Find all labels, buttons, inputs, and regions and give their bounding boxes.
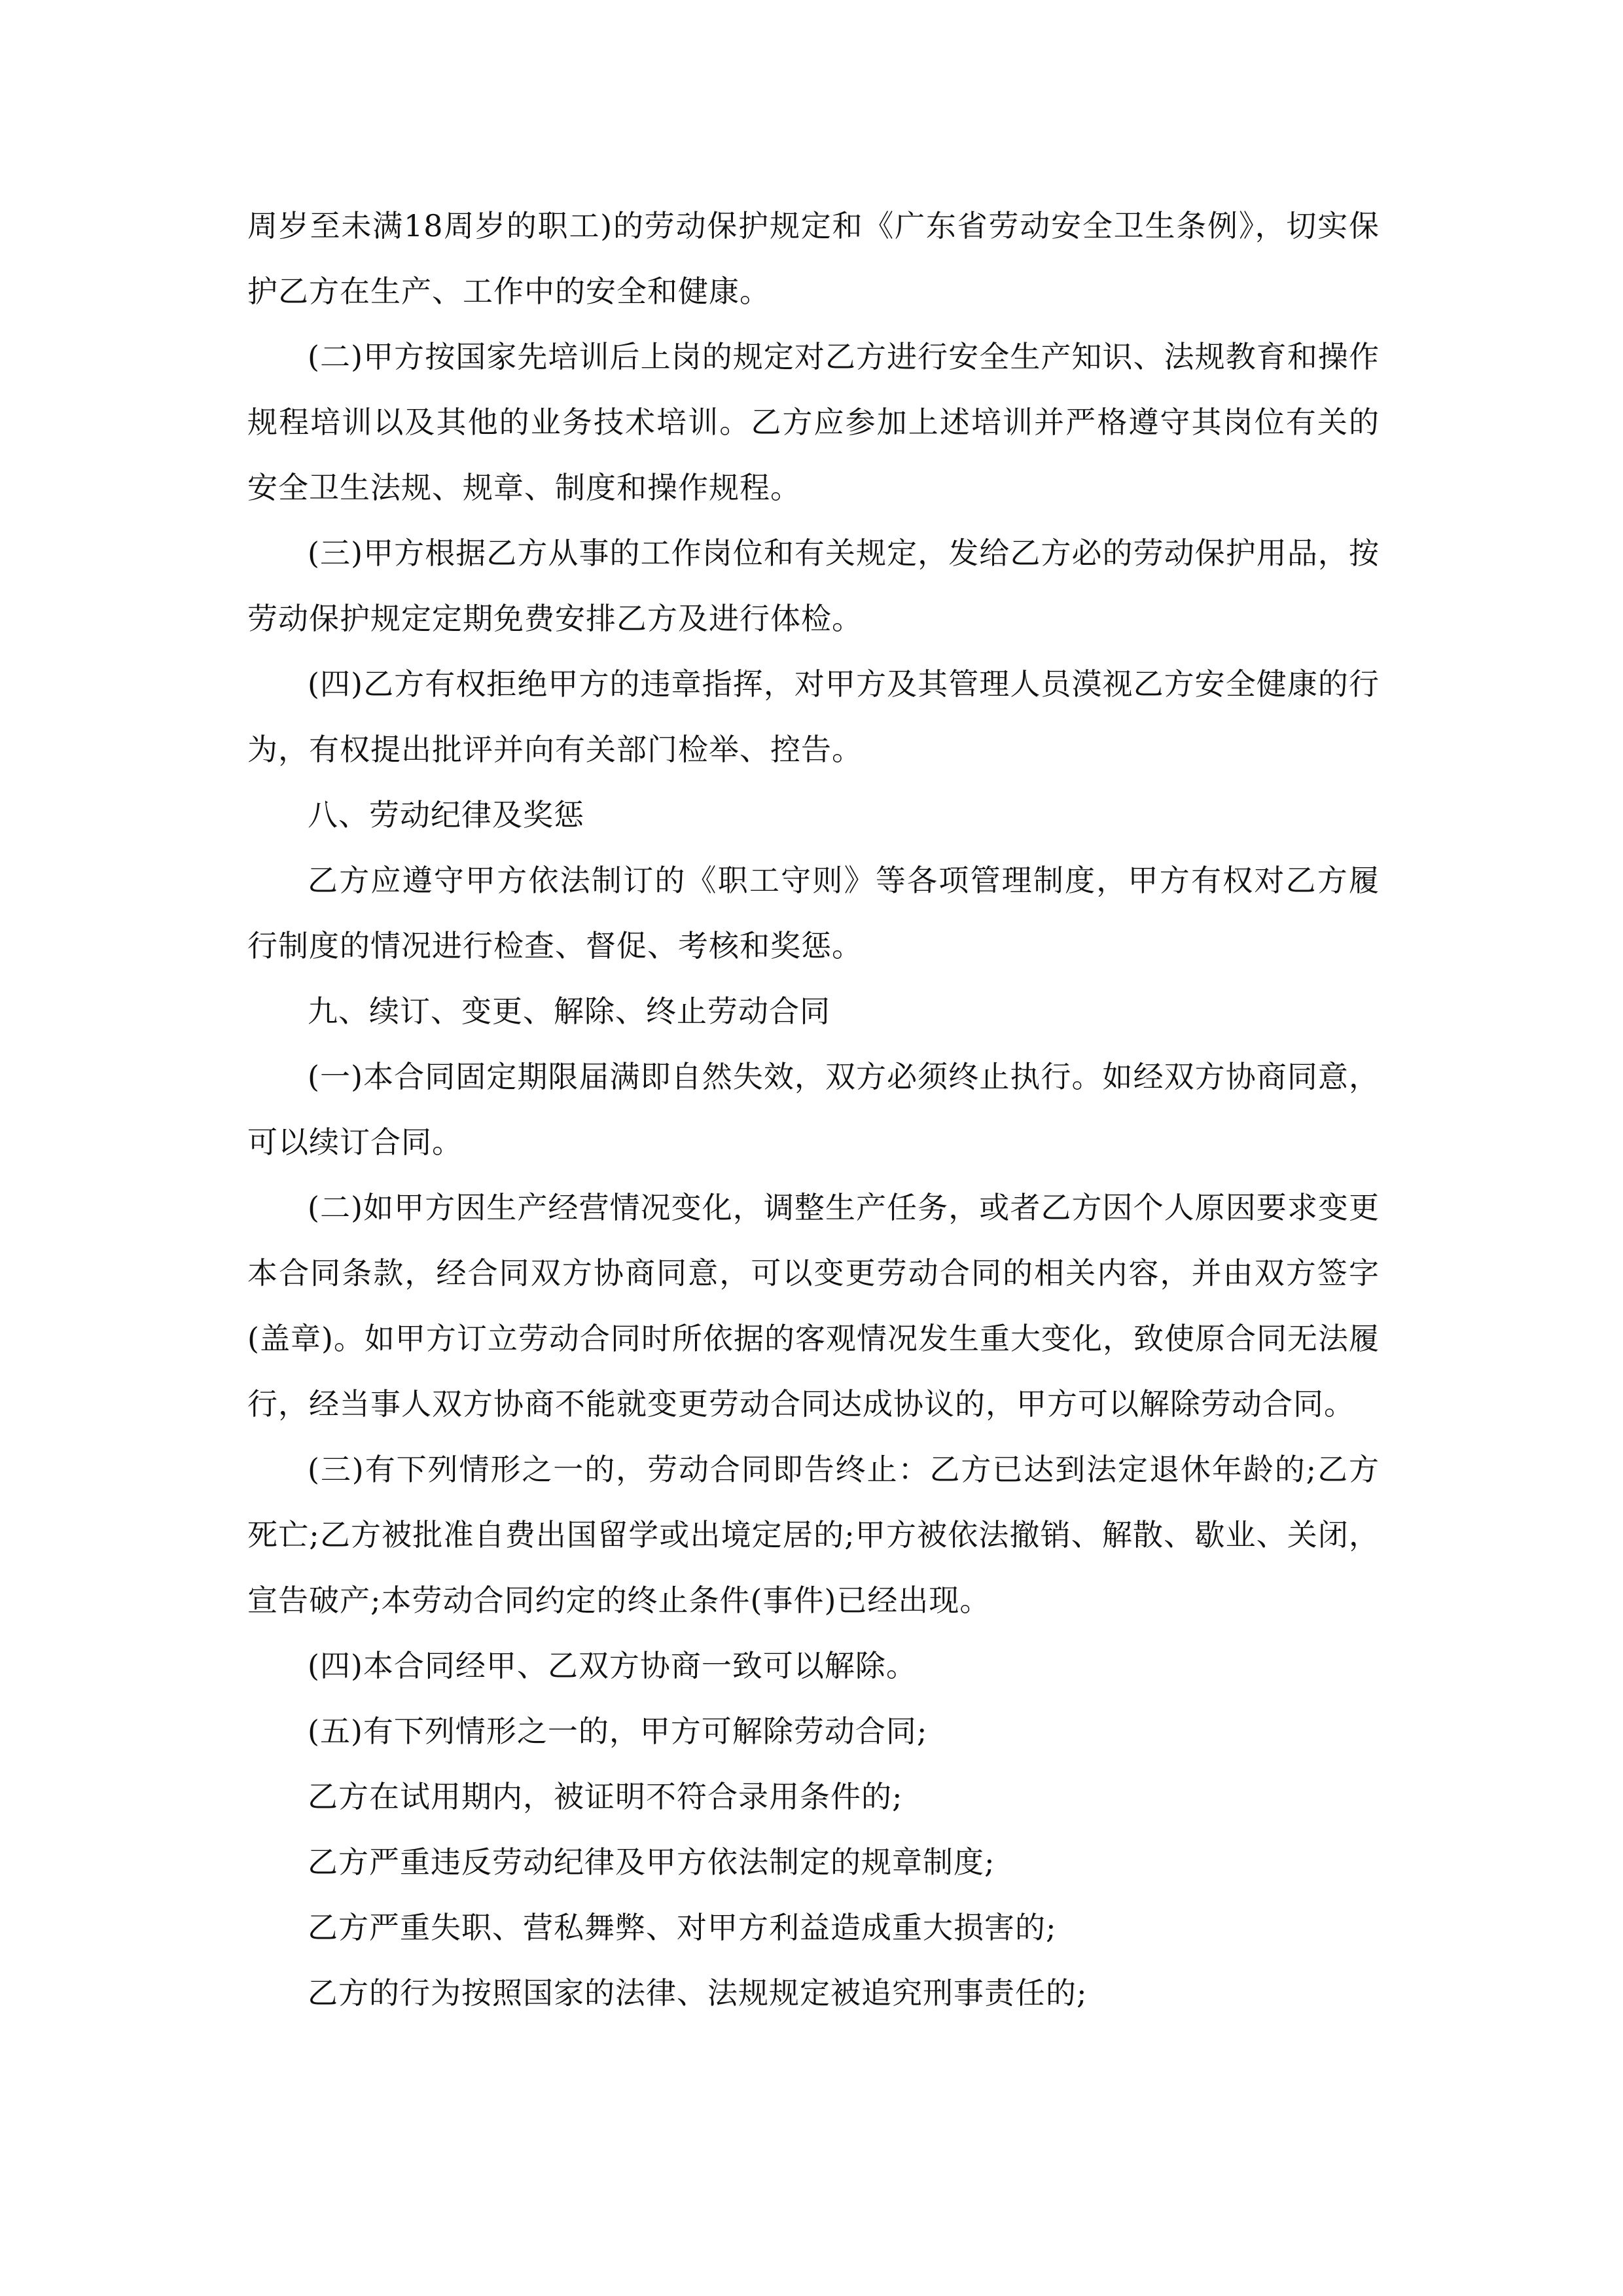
paragraph-termination: (三)有下列情形之一的，劳动合同即告终止：乙方已达到法定退休年龄的;乙方死亡;乙方被批准自费出国留学或出境定居的;甲方被依法撤销、解散、歇业、关闭，宣告破产;本劳动合同约定的终止条件(事件)已经出现。 [247, 1452, 1380, 1618]
paragraph-right-to-refuse: (四)乙方有权拒绝甲方的违章指挥，对甲方及其管理人员漠视乙方安全健康的行为，有权提出批评并向有关部门检举、控告。 [247, 666, 1380, 767]
paragraph-mutual-rescission: (四)本合同经甲、乙双方协商一致可以解除。 [308, 1648, 917, 1683]
section-heading-discipline: 八、劳动纪律及奖惩 [308, 797, 584, 833]
paragraph-discipline: 乙方应遵守甲方依法制订的《职工守则》等各项管理制度，甲方有权对乙方履行制度的情况进行检查、督促、考核和奖惩。 [247, 863, 1380, 963]
list-item-criminal-liability: 乙方的行为按照国家的法律、法规规定被追究刑事责任的; [308, 1975, 1088, 2011]
list-item-misconduct: 乙方严重失职、营私舞弊、对甲方利益造成重大损害的; [308, 1910, 1057, 1945]
section-heading-contract-changes: 九、续订、变更、解除、终止劳动合同 [308, 994, 830, 1029]
paragraph-modification: (二)如甲方因生产经营情况变化，调整生产任务，或者乙方因个人原因要求变更本合同条款，经合同双方协商同意，可以变更劳动合同的相关内容，并由双方签字(盖章)。如甲方订立劳动合同时所依据的客观情况发生重大变化，致使原合同无法履行，经当事人双方协商不能就变更劳动合同达成协议的，甲方可以解除劳动合同。 [247, 1190, 1380, 1422]
list-item-discipline-violation: 乙方严重违反劳动纪律及甲方依法制定的规章制度; [308, 1844, 995, 1880]
list-item-probation: 乙方在试用期内，被证明不符合录用条件的; [308, 1779, 903, 1814]
paragraph-expiry: (一)本合同固定期限届满即自然失效，双方必须终止执行。如经双方协商同意，可以续订合同。 [247, 1059, 1380, 1160]
paragraph-safety-training: (二)甲方按国家先培训后上岗的规定对乙方进行安全生产知识、法规教育和操作规程培训以及其他的业务技术培训。乙方应参加上述培训并严格遵守其岗位有关的安全卫生法规、规章、制度和操作规程。 [247, 339, 1380, 505]
paragraph-protective-equipment: (三)甲方根据乙方从事的工作岗位和有关规定，发给乙方必的劳动保护用品，按劳动保护规定定期免费安排乙方及进行体检。 [247, 535, 1380, 636]
paragraph-employer-rescission: (五)有下列情形之一的，甲方可解除劳动合同; [308, 1713, 928, 1749]
document-body [247, 193, 1380, 2026]
paragraph-continued: 周岁至未满18周岁的职工)的劳动保护规定和《广东省劳动安全卫生条例》，切实保护乙方在生产、工作中的安全和健康。 [247, 208, 1380, 309]
